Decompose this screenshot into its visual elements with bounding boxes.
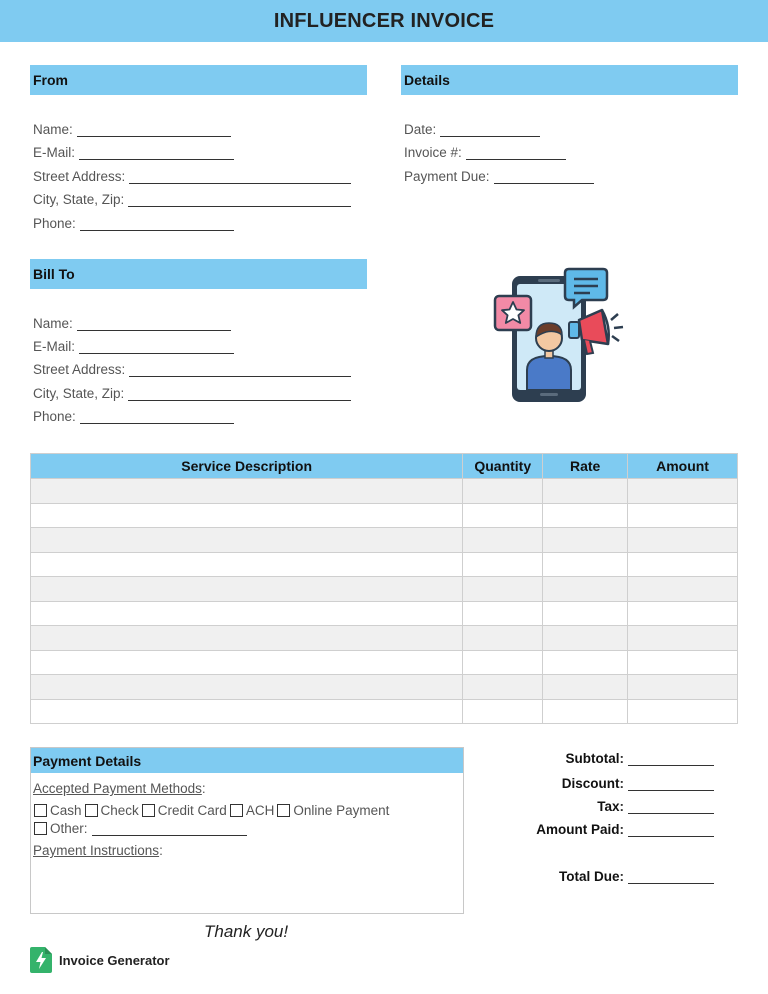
table-cell[interactable]	[463, 528, 543, 553]
tax-field[interactable]	[500, 799, 714, 814]
payment-details-heading: Payment Details	[31, 748, 463, 773]
tax-line[interactable]	[628, 800, 714, 814]
subtotal-line[interactable]	[628, 752, 714, 766]
table-cell[interactable]	[31, 577, 463, 602]
table-cell[interactable]	[543, 650, 628, 675]
table-cell[interactable]	[628, 650, 738, 675]
invoice-title: INFLUENCER INVOICE	[273, 9, 495, 32]
from-city-line[interactable]	[128, 193, 351, 207]
payment-instructions-line	[33, 843, 163, 858]
other-label: Other:	[50, 821, 88, 836]
from-name-line[interactable]	[77, 123, 231, 137]
table-cell[interactable]	[463, 699, 543, 724]
bill-phone-label: Phone:	[33, 409, 76, 424]
brand[interactable]	[30, 947, 170, 973]
tax-label: Tax:	[597, 799, 624, 814]
title-bar	[0, 0, 768, 42]
ach-checkbox[interactable]	[230, 804, 243, 817]
subtotal-field[interactable]	[500, 751, 714, 766]
bill-phone-line[interactable]	[80, 410, 234, 424]
bill-phone-field[interactable]	[33, 409, 234, 424]
thank-you-text: Thank you!	[204, 922, 289, 941]
table-cell[interactable]	[628, 479, 738, 504]
table-cell[interactable]	[31, 552, 463, 577]
from-email-line[interactable]	[79, 146, 234, 160]
table-cell[interactable]	[543, 528, 628, 553]
table-cell[interactable]	[31, 675, 463, 700]
total-due-field[interactable]	[500, 869, 714, 884]
table-cell[interactable]	[31, 503, 463, 528]
check-option[interactable]	[84, 803, 139, 818]
table-cell[interactable]	[543, 601, 628, 626]
bill-to-heading: Bill To	[30, 259, 367, 289]
discount-label: Discount:	[561, 776, 624, 791]
table-cell[interactable]	[31, 601, 463, 626]
from-email-field[interactable]	[33, 145, 234, 160]
bill-street-line[interactable]	[129, 363, 351, 377]
accepted-methods-line	[33, 781, 206, 796]
bill-name-field[interactable]	[33, 316, 231, 331]
payment-due-line[interactable]	[494, 170, 594, 184]
online-payment-checkbox[interactable]	[277, 804, 290, 817]
table-cell[interactable]	[463, 675, 543, 700]
rate-header: Rate	[543, 454, 628, 479]
invoice-number-field[interactable]	[404, 145, 566, 160]
payment-instructions-label: Payment Instructions	[33, 843, 160, 858]
bill-email-label: E-Mail:	[33, 339, 76, 354]
bill-street-label: Street Address:	[33, 362, 126, 377]
payment-details-box	[30, 747, 464, 914]
table-row	[31, 626, 738, 651]
service-description-header: Service Description	[31, 454, 463, 479]
table-cell[interactable]	[543, 699, 628, 724]
from-heading: From	[30, 65, 367, 95]
brand-name: Invoice Generator	[59, 952, 170, 968]
bill-city-line[interactable]	[128, 387, 351, 401]
amount-paid-label: Amount Paid:	[536, 822, 624, 837]
table-row	[31, 552, 738, 577]
table-cell[interactable]	[543, 503, 628, 528]
accepted-methods-label: Accepted Payment Methods	[33, 781, 202, 796]
table-cell[interactable]	[628, 552, 738, 577]
table-cell[interactable]	[31, 479, 463, 504]
bill-email-line[interactable]	[79, 340, 234, 354]
table-cell[interactable]	[31, 699, 463, 724]
service-table	[30, 453, 738, 724]
date-field[interactable]	[404, 122, 540, 137]
subtotal-label: Subtotal:	[565, 751, 624, 766]
table-row	[31, 577, 738, 602]
credit-card-option[interactable]	[141, 803, 227, 818]
invoice-generator-logo-icon	[30, 947, 52, 973]
table-cell[interactable]	[628, 699, 738, 724]
colon: :	[159, 843, 163, 858]
from-name-label: Name:	[33, 122, 73, 137]
ach-option[interactable]	[229, 803, 275, 818]
payment-options-row	[33, 803, 391, 818]
table-cell[interactable]	[628, 601, 738, 626]
bill-city-field[interactable]	[33, 386, 351, 401]
amount-header: Amount	[628, 454, 738, 479]
discount-line[interactable]	[628, 777, 714, 791]
colon: :	[201, 781, 206, 796]
table-cell[interactable]	[543, 552, 628, 577]
table-cell[interactable]	[543, 479, 628, 504]
from-street-line[interactable]	[129, 170, 351, 184]
table-cell[interactable]	[628, 503, 738, 528]
table-cell[interactable]	[31, 528, 463, 553]
from-phone-label: Phone:	[33, 216, 76, 231]
discount-field[interactable]	[500, 776, 714, 791]
check-checkbox[interactable]	[85, 804, 98, 817]
table-cell[interactable]	[463, 577, 543, 602]
table-row	[31, 650, 738, 675]
bill-name-line[interactable]	[77, 317, 231, 331]
from-name-field[interactable]	[33, 122, 231, 137]
table-header-row	[31, 454, 738, 479]
table-cell[interactable]	[628, 528, 738, 553]
amount-paid-line[interactable]	[628, 823, 714, 837]
quantity-header: Quantity	[463, 454, 543, 479]
cash-option[interactable]	[33, 803, 82, 818]
bill-name-label: Name:	[33, 316, 73, 331]
cash-checkbox[interactable]	[34, 804, 47, 817]
online-payment-option[interactable]	[276, 803, 389, 818]
table-cell[interactable]	[463, 503, 543, 528]
from-email-label: E-Mail:	[33, 145, 76, 160]
table-cell[interactable]	[543, 577, 628, 602]
table-row	[31, 675, 738, 700]
table-cell[interactable]	[543, 626, 628, 651]
online-payment-label: Online Payment	[293, 803, 390, 818]
bill-street-field[interactable]	[33, 362, 351, 377]
ach-label: ACH	[245, 803, 275, 818]
date-label: Date:	[404, 122, 437, 137]
bill-city-label: City, State, Zip:	[33, 386, 125, 401]
table-cell[interactable]	[543, 675, 628, 700]
influencer-illustration-icon	[490, 262, 630, 407]
payment-due-field[interactable]	[404, 169, 594, 184]
from-phone-field[interactable]	[33, 216, 234, 231]
table-cell[interactable]	[463, 626, 543, 651]
date-line[interactable]	[440, 123, 540, 137]
other-checkbox[interactable]	[34, 822, 47, 835]
credit-card-label: Credit Card	[157, 803, 227, 818]
other-line[interactable]	[92, 822, 247, 836]
from-street-field[interactable]	[33, 169, 351, 184]
table-cell[interactable]	[463, 601, 543, 626]
table-row	[31, 479, 738, 504]
from-phone-line[interactable]	[80, 217, 234, 231]
table-cell[interactable]	[463, 552, 543, 577]
check-label: Check	[100, 803, 139, 818]
from-street-label: Street Address:	[33, 169, 126, 184]
from-city-label: City, State, Zip:	[33, 192, 125, 207]
table-cell[interactable]	[31, 626, 463, 651]
total-due-line[interactable]	[628, 870, 714, 884]
table-row	[31, 699, 738, 724]
cash-label: Cash	[50, 803, 82, 818]
total-due-label: Total Due:	[559, 869, 624, 884]
table-cell[interactable]	[463, 479, 543, 504]
table-cell[interactable]	[31, 650, 463, 675]
table-cell[interactable]	[463, 650, 543, 675]
credit-card-checkbox[interactable]	[142, 804, 155, 817]
invoice-number-line[interactable]	[466, 146, 566, 160]
table-row	[31, 528, 738, 553]
other-option[interactable]	[33, 821, 247, 836]
table-cell[interactable]	[628, 577, 738, 602]
table-row	[31, 601, 738, 626]
details-heading: Details	[401, 65, 738, 95]
table-cell[interactable]	[628, 626, 738, 651]
payment-due-label: Payment Due:	[404, 169, 490, 184]
amount-paid-field[interactable]	[500, 822, 714, 837]
table-row	[31, 503, 738, 528]
invoice-number-label: Invoice #:	[404, 145, 462, 160]
bill-email-field[interactable]	[33, 339, 234, 354]
table-cell[interactable]	[628, 675, 738, 700]
from-city-field[interactable]	[33, 192, 351, 207]
